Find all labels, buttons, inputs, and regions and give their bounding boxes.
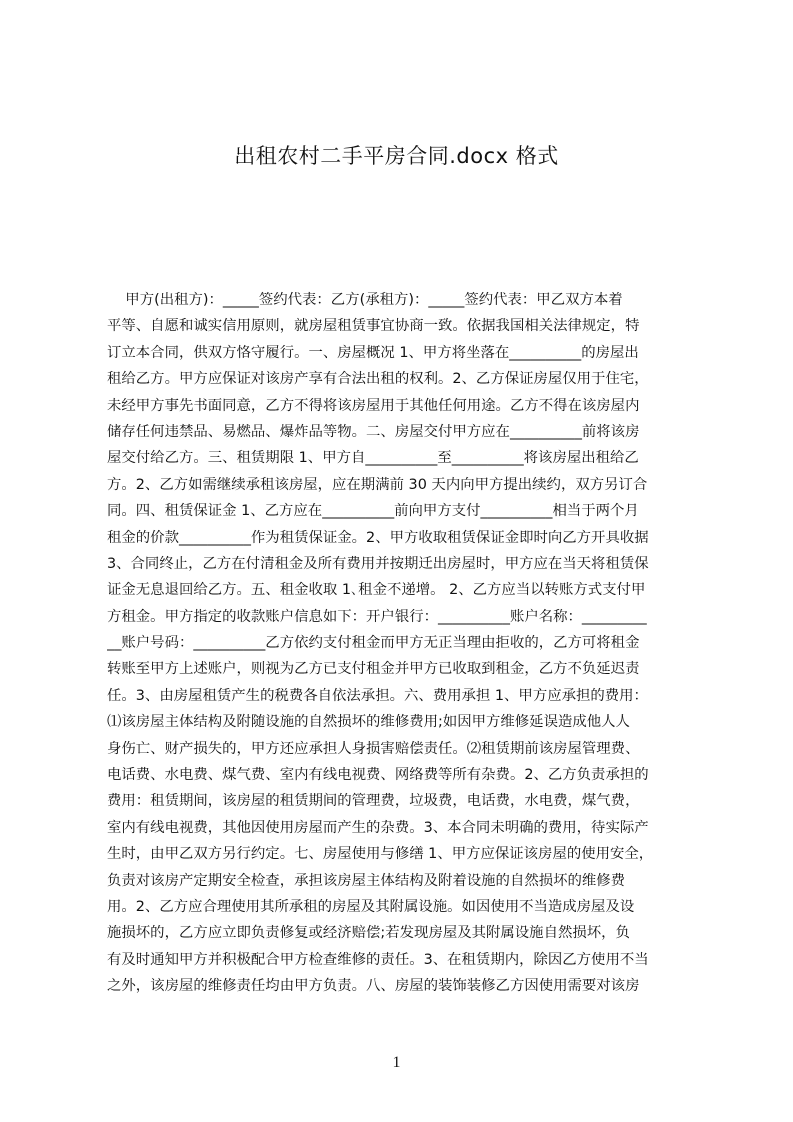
body-line: 屋交付给乙方。三、租赁期限 1、甲方自__________至__________将该房屋出租给乙 bbox=[107, 450, 639, 467]
body-line: ⑴该房屋主体结构及附随设施的自然损坏的维修费用;如因甲方维修延误造成他人人 bbox=[107, 714, 630, 731]
body-line: 用。2、乙方应合理使用其所承租的房屋及其附属设施。如因使用不当造成房屋及设 bbox=[107, 898, 635, 915]
body-line: 负责对该房产定期安全检查，承担该房屋主体结构及附着设施的自然损坏的维修费 bbox=[107, 872, 626, 889]
body-line: 同。四、租赁保证金 1、乙方应在__________前向甲方支付__________相当于两个月 bbox=[107, 503, 639, 520]
body-line: 电话费、水电费、煤气费、室内有线电视费、网络费等所有杂费。2、乙方负责承担的 bbox=[107, 767, 649, 784]
body-line: 有及时通知甲方并积极配合甲方检查维修的责任。3、在租赁期内，除因乙方使用不当 bbox=[107, 951, 649, 968]
body-line: 3、合同终止，乙方在付清租金及所有费用并按期迁出房屋时，甲方应在当天将租赁保 bbox=[107, 555, 649, 572]
body-line: 订立本合同，供双方恪守履行。一、房屋概况 1、甲方将坐落在__________的房屋出 bbox=[107, 344, 639, 361]
body-line: 施损坏的，乙方应立即负责修复或经济赔偿;若发现房屋及其附属设施自然损坏，负 bbox=[107, 925, 630, 942]
body-line: 费用：租赁期间，该房屋的租赁期间的管理费，垃圾费，电话费，水电费，煤气费， bbox=[107, 793, 640, 810]
document-title: 出租农村二手平房合同.docx 格式 bbox=[234, 144, 559, 168]
body-line: __账户号码：__________乙方依约支付租金而甲方无正当理由拒收的，乙方可将租金 bbox=[107, 635, 640, 652]
body-line: 方。2、乙方如需继续承租该房屋，应在期满前 30 天内向甲方提出续约，双方另订合 bbox=[107, 476, 648, 493]
body-line: 转账至甲方上述账户，则视为乙方已支付租金并甲方已收取到租金，乙方不负延迟责 bbox=[107, 661, 640, 678]
body-line: 生时，由甲乙双方另行约定。七、房屋使用与修缮 1、甲方应保证该房屋的使用安全， bbox=[107, 846, 654, 863]
body-line: 未经甲方事先书面同意，乙方不得将该房屋用于其他任何用途。乙方不得在该房屋内 bbox=[107, 397, 640, 414]
body-line: 租给乙方。甲方应保证对该房产享有合法出租的权利。2、乙方保证房屋仅用于住宅， bbox=[107, 371, 649, 388]
body-line: 证金无息退回给乙方。五、租金收取 1､租金不递增。 2、乙方应当以转账方式支付甲 bbox=[107, 582, 646, 599]
body-line: 平等、自愿和诚实信用原则，就房屋租赁事宜协商一致。依据我国相关法律规定，特 bbox=[107, 318, 640, 335]
contract-body bbox=[107, 287, 699, 1023]
body-line: 储存任何违禁品、易燃品、爆炸品等物。二、房屋交付甲方应在__________前将该房 bbox=[107, 423, 640, 440]
body-line: 之外，该房屋的维修责任均由甲方负责。八、房屋的装饰装修乙方因使用需要对该房 bbox=[107, 978, 640, 995]
body-line: 方租金。甲方指定的收款账户信息如下：开户银行：__________账户名称：_________ bbox=[107, 608, 647, 625]
body-line: 室内有线电视费，其他因使用房屋而产生的杂费。3、本合同未明确的费用，待实际产 bbox=[107, 819, 649, 836]
body-line: 甲方(出租方)：_____签约代表：乙方(承租方)：_____签约代表：甲乙双方本着 bbox=[107, 292, 623, 308]
body-line: 身伤亡、财产损失的，甲方还应承担人身损害赔偿责任。⑵租赁期前该房屋管理费、 bbox=[107, 740, 640, 757]
page-number: 1 bbox=[392, 1054, 401, 1071]
body-line: 租金的价款__________作为租赁保证金。2、甲方收取租赁保证金即时向乙方开具收据 bbox=[107, 529, 649, 546]
body-line: 任。3、由房屋租赁产生的税费各自依法承担。六、费用承担 1、甲方应承担的费用： bbox=[107, 687, 648, 704]
